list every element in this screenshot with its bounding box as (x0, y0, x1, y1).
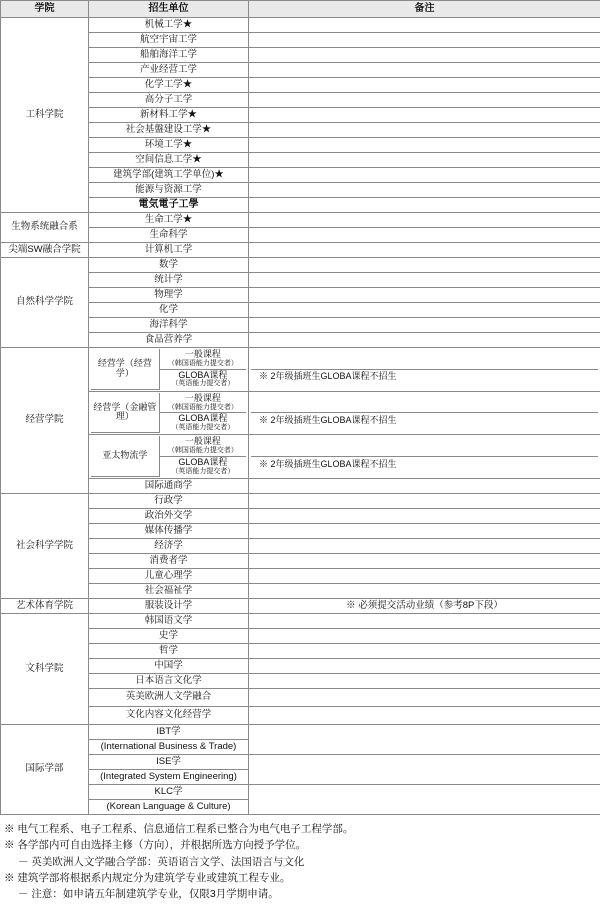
note-cell (249, 643, 600, 658)
note-text (251, 443, 598, 457)
unit-cell: ISE学 (89, 754, 249, 769)
table-row (1, 435, 600, 479)
table-row (1, 784, 600, 799)
note-cell (249, 688, 600, 706)
note-cell (249, 493, 600, 508)
unit-cell: 物理学 (89, 288, 249, 303)
note-cell (249, 628, 600, 643)
note-cell: ※ 必须提交活动业绩（参考8P下段） (249, 598, 600, 613)
note-cell (249, 243, 600, 258)
note-text: ※ 2年级插班生GLOBA课程不招生 (251, 413, 598, 427)
unit-cell: 建筑学部(建筑工学单位)★ (89, 168, 249, 183)
note-cell (249, 333, 600, 348)
note-cell (249, 658, 600, 673)
table-row (1, 333, 600, 348)
table-row (1, 123, 600, 138)
note-cell (249, 318, 600, 333)
college-name-cell: 自然科学学院 (1, 258, 89, 348)
unit-cell: 英美欧洲人文学融合 (89, 688, 249, 706)
course-name: 一般课程 (162, 394, 244, 404)
table-row (1, 318, 600, 333)
note-cell (249, 508, 600, 523)
college-name-cell: 生物系统融合系 (1, 213, 89, 243)
note-cell (249, 348, 600, 392)
table-row (1, 78, 600, 93)
table-row (1, 228, 600, 243)
footnote-item: ※ 建筑学部将根据系内规定分为建筑学专业或建筑工程专业。 (4, 870, 596, 886)
table-row (1, 288, 600, 303)
column-header-college: 学院 (1, 1, 89, 18)
note-text: ※ 2年级插班生GLOBA课程不招生 (251, 457, 598, 471)
note-cell (249, 198, 600, 213)
college-name-cell: 经营学院 (1, 348, 89, 494)
unit-cell: 产业经营工学 (89, 63, 249, 78)
note-cell (249, 123, 600, 138)
college-name-cell: 尖端SW融合学院 (1, 243, 89, 258)
unit-subtitle: (Korean Language & Culture) (89, 799, 249, 814)
course-requirement: （韩国语能力提交者） (162, 360, 244, 368)
table-row (1, 198, 600, 213)
table-row (1, 508, 600, 523)
college-name-cell: 工科学院 (1, 18, 89, 213)
unit-cell: 生命工学★ (89, 213, 249, 228)
unit-cell: 计算机工学 (89, 243, 249, 258)
note-subtable (251, 399, 598, 427)
note-cell (249, 183, 600, 198)
note-cell (249, 568, 600, 583)
course-cell (159, 369, 246, 389)
table-row (1, 688, 600, 706)
footnotes-section (0, 815, 600, 906)
course-requirement: （韩国语能力提交者） (162, 404, 244, 412)
unit-subtitle: (Integrated System Engineering) (89, 769, 249, 784)
unit-cell: 日本语言文化学 (89, 673, 249, 688)
table-row (1, 613, 600, 628)
unit-cell: 儿童心理学 (89, 568, 249, 583)
course-cell (159, 413, 246, 433)
major-course-subtable (91, 436, 246, 477)
major-name: 亚太物流学 (91, 436, 159, 476)
note-cell (249, 478, 600, 493)
table-row (1, 63, 600, 78)
table-row (1, 168, 600, 183)
major-name: 经营学（金融管理） (91, 393, 159, 433)
course-requirement: （英语能力提交者） (162, 424, 244, 432)
unit-cell: 国际通商学 (89, 478, 249, 493)
table-row (1, 538, 600, 553)
note-text: ※ 2年级插班生GLOBA课程不招生 (251, 369, 598, 383)
table-row (1, 478, 600, 493)
footnote-item: － 注意：如申请五年制建筑学专业，仅限3月学期申请。 (4, 886, 596, 902)
table-row (1, 754, 600, 769)
table-row (1, 598, 600, 613)
table-row (1, 706, 600, 724)
major-cell (89, 348, 249, 392)
course-name: GLOBA课程 (162, 414, 244, 424)
note-cell (249, 108, 600, 123)
table-header-row (1, 1, 600, 18)
major-course-subtable (91, 393, 246, 434)
note-cell (249, 613, 600, 628)
note-cell (249, 153, 600, 168)
major-cell (89, 435, 249, 479)
table-row (1, 48, 600, 63)
course-name: 一般课程 (162, 437, 244, 447)
course-cell (159, 456, 246, 476)
unit-cell: 韩国语文学 (89, 613, 249, 628)
table-row (1, 108, 600, 123)
unit-cell: 高分子工学 (89, 93, 249, 108)
unit-cell: IBT学 (89, 724, 249, 739)
course-cell (159, 349, 246, 369)
table-row (1, 724, 600, 739)
course-name: GLOBA课程 (162, 458, 244, 468)
unit-cell: 经济学 (89, 538, 249, 553)
unit-cell: 能源与资源工学 (89, 183, 249, 198)
course-name: GLOBA课程 (162, 371, 244, 381)
note-text (251, 399, 598, 413)
unit-cell: 消费者学 (89, 553, 249, 568)
table-row (1, 348, 600, 392)
column-header-note: 备注 (249, 1, 600, 18)
table-row (1, 138, 600, 153)
table-row (1, 33, 600, 48)
note-cell (249, 724, 600, 754)
major-course-subtable (91, 349, 246, 390)
college-name-cell: 国际学部 (1, 724, 89, 814)
note-text (251, 355, 598, 369)
unit-cell: 机械工学★ (89, 18, 249, 33)
table-row (1, 583, 600, 598)
table-row (1, 18, 600, 33)
unit-cell: 化学工学★ (89, 78, 249, 93)
table-row (1, 493, 600, 508)
unit-cell: 海洋科学 (89, 318, 249, 333)
note-cell (249, 784, 600, 814)
unit-cell: 环境工学★ (89, 138, 249, 153)
course-requirement: （英语能力提交者） (162, 380, 244, 388)
note-cell (249, 258, 600, 273)
unit-cell: 生命科学 (89, 228, 249, 243)
course-requirement: （英语能力提交者） (162, 468, 244, 476)
unit-cell: 船舶海洋工学 (89, 48, 249, 63)
course-cell (159, 436, 246, 456)
table-row (1, 183, 600, 198)
unit-subtitle: (International Business & Trade) (89, 739, 249, 754)
table-row (1, 153, 600, 168)
table-row (1, 93, 600, 108)
note-cell (249, 138, 600, 153)
note-cell (249, 288, 600, 303)
table-row (1, 523, 600, 538)
table-row (1, 273, 600, 288)
table-row (1, 568, 600, 583)
unit-cell: 媒体传播学 (89, 523, 249, 538)
table-row (1, 658, 600, 673)
unit-cell: 政治外交学 (89, 508, 249, 523)
note-cell (249, 168, 600, 183)
note-cell (249, 78, 600, 93)
unit-cell: 新材料工学★ (89, 108, 249, 123)
unit-cell: 電気電子工學 (89, 198, 249, 213)
unit-cell: 数学 (89, 258, 249, 273)
college-name-cell: 社会科学学院 (1, 493, 89, 598)
unit-cell: 化学 (89, 303, 249, 318)
course-requirement: （韩国语能力提交者） (162, 447, 244, 455)
note-cell (249, 48, 600, 63)
footnote-item: ※ 电气工程系、电子工程系、信息通信工程系已整合为电气电子工程学部。 (4, 821, 596, 837)
note-cell (249, 273, 600, 288)
note-cell (249, 583, 600, 598)
table-row (1, 391, 600, 435)
table-row (1, 243, 600, 258)
course-cell (159, 393, 246, 413)
note-cell (249, 553, 600, 568)
college-name-cell: 文科学院 (1, 613, 89, 724)
unit-cell: KLC学 (89, 784, 249, 799)
unit-cell: 航空宇宙工学 (89, 33, 249, 48)
table-row (1, 553, 600, 568)
unit-cell: 哲学 (89, 643, 249, 658)
footnote-item: － 英美欧洲人文学融合学部：英语语言文学、法国语言与文化 (4, 854, 596, 870)
table-row (1, 643, 600, 658)
note-cell (249, 706, 600, 724)
note-cell (249, 63, 600, 78)
note-cell (249, 93, 600, 108)
unit-cell: 史学 (89, 628, 249, 643)
footnote-item: ※ 各学部内可自由选择主修（方向），并根据所选方向授予学位。 (4, 837, 596, 853)
unit-cell: 服装设计学 (89, 598, 249, 613)
unit-cell: 统计学 (89, 273, 249, 288)
note-cell (249, 538, 600, 553)
unit-cell: 空间信息工学★ (89, 153, 249, 168)
major-cell (89, 391, 249, 435)
unit-cell: 社会福祉学 (89, 583, 249, 598)
column-header-unit: 招生单位 (89, 1, 249, 18)
table-row (1, 303, 600, 318)
note-cell (249, 523, 600, 538)
unit-cell: 中国学 (89, 658, 249, 673)
college-name-cell: 艺术体育学院 (1, 598, 89, 613)
note-cell (249, 18, 600, 33)
unit-cell: 行政学 (89, 493, 249, 508)
major-name: 经营学（经营学） (91, 349, 159, 389)
table-row (1, 258, 600, 273)
course-name: 一般课程 (162, 350, 244, 360)
table-row (1, 628, 600, 643)
note-subtable (251, 355, 598, 383)
unit-cell: 食品营养学 (89, 333, 249, 348)
note-cell (249, 33, 600, 48)
note-cell (249, 228, 600, 243)
note-cell (249, 673, 600, 688)
note-cell (249, 213, 600, 228)
note-cell (249, 303, 600, 318)
note-cell (249, 391, 600, 435)
table-row (1, 213, 600, 228)
unit-cell: 社会基盤建设工学★ (89, 123, 249, 138)
table-row (1, 673, 600, 688)
unit-cell: 文化内容文化经营学 (89, 706, 249, 724)
note-subtable (251, 443, 598, 471)
note-cell (249, 435, 600, 479)
note-cell (249, 754, 600, 784)
